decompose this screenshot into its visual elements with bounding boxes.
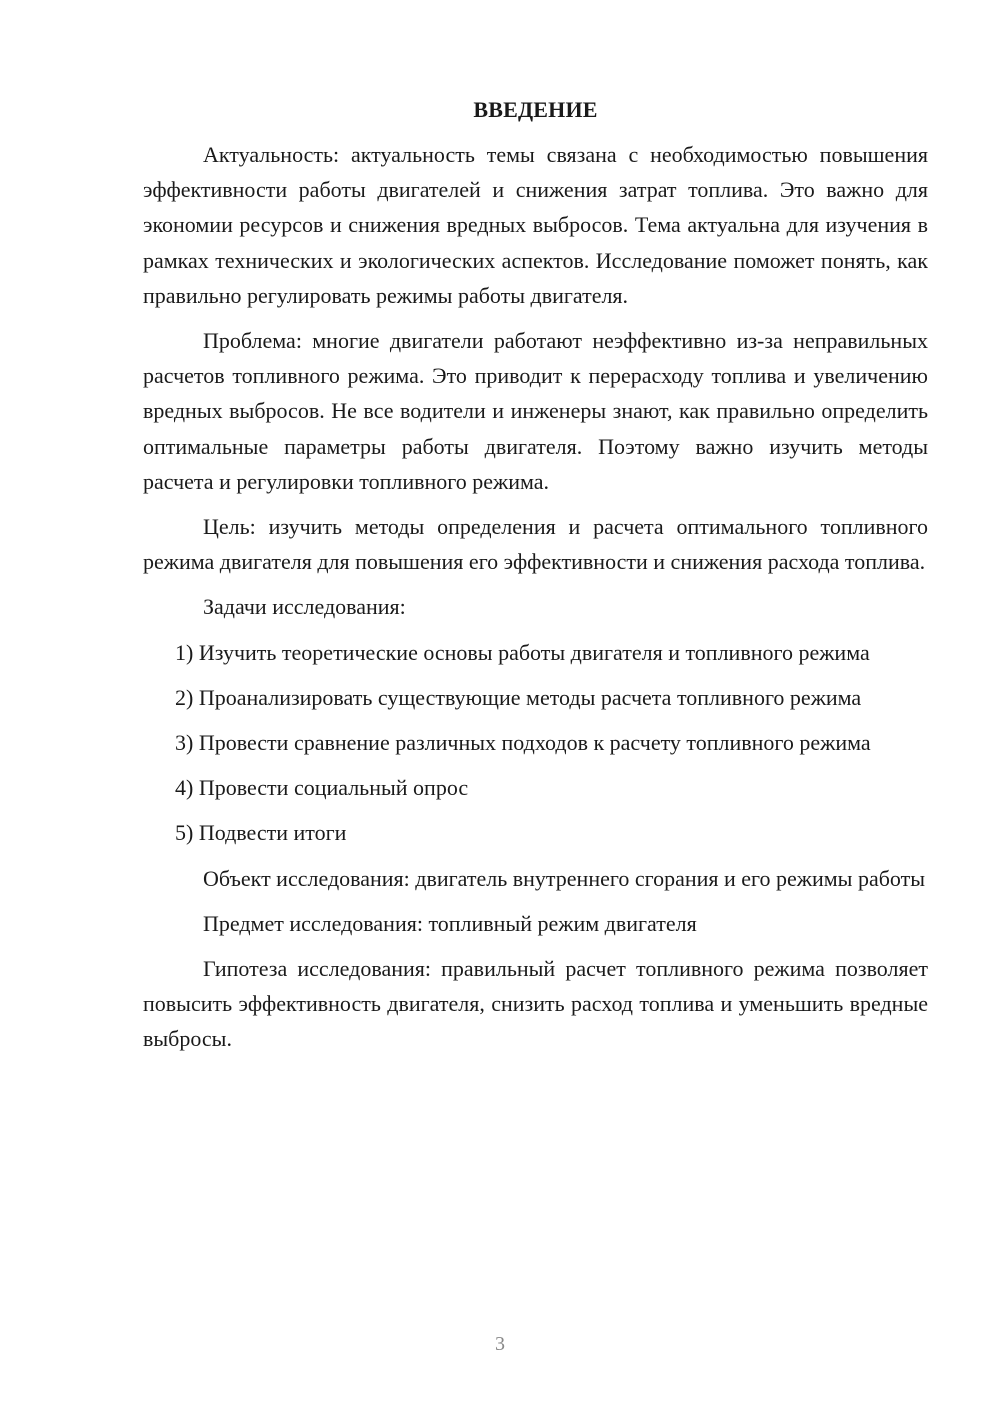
list-item-task-3: 3) Провести сравнение различных подходов к расчету топливного режима <box>175 730 871 756</box>
paragraph-hypothesis: Гипотеза исследования: правильный расчет топливного режима позволяет повысить эффективность двигателя, снизить расход топлива и уменьшить вредные выбросы. <box>143 956 928 1052</box>
paragraph-relevance: Актуальность: актуальность темы связана с необходимостью повышения эффективности работы двигателей и снижения затрат топлива. Это важно для экономии ресурсов и снижения вредных выбросов. Тема актуальна для изучения в рамках технических и экологических аспектов. Исследование поможет понять, как правильно регулировать режимы работы двигателя. <box>143 142 928 308</box>
list-item-task-4: 4) Провести социальный опрос <box>175 775 469 801</box>
page-number: 3 <box>495 1333 505 1355</box>
document-title: ВВЕДЕНИЕ <box>473 97 598 122</box>
paragraph-object: Объект исследования: двигатель внутреннего сгорания и его режимы работы <box>203 865 926 891</box>
paragraph-goal: Цель: изучить методы определения и расчета оптимального топливного режима двигателя для повышения его эффективности и снижения расхода топлива. <box>143 514 928 575</box>
paragraph-tasks-heading: Задачи исследования: <box>203 594 406 620</box>
list-item-task-1: 1) Изучить теоретические основы работы двигателя и топливного режима <box>175 639 870 665</box>
document-page <box>143 92 928 1067</box>
paragraph-problem: Проблема: многие двигатели работают неэффективно из-за неправильных расчетов топливного режима. Это приводит к перерасходу топлива и увеличению вредных выбросов. Не все водители и инженеры знают, как правильно определить оптимальные параметры работы двигателя. Поэтому важно изучить методы расчета и регулировки топливного режима. <box>143 328 928 494</box>
list-item-task-2: 2) Проанализировать существующие методы расчета топливного режима <box>175 684 862 710</box>
paragraph-subject: Предмет исследования: топливный режим двигателя <box>203 910 697 936</box>
list-item-task-5: 5) Подвести итоги <box>175 820 347 846</box>
